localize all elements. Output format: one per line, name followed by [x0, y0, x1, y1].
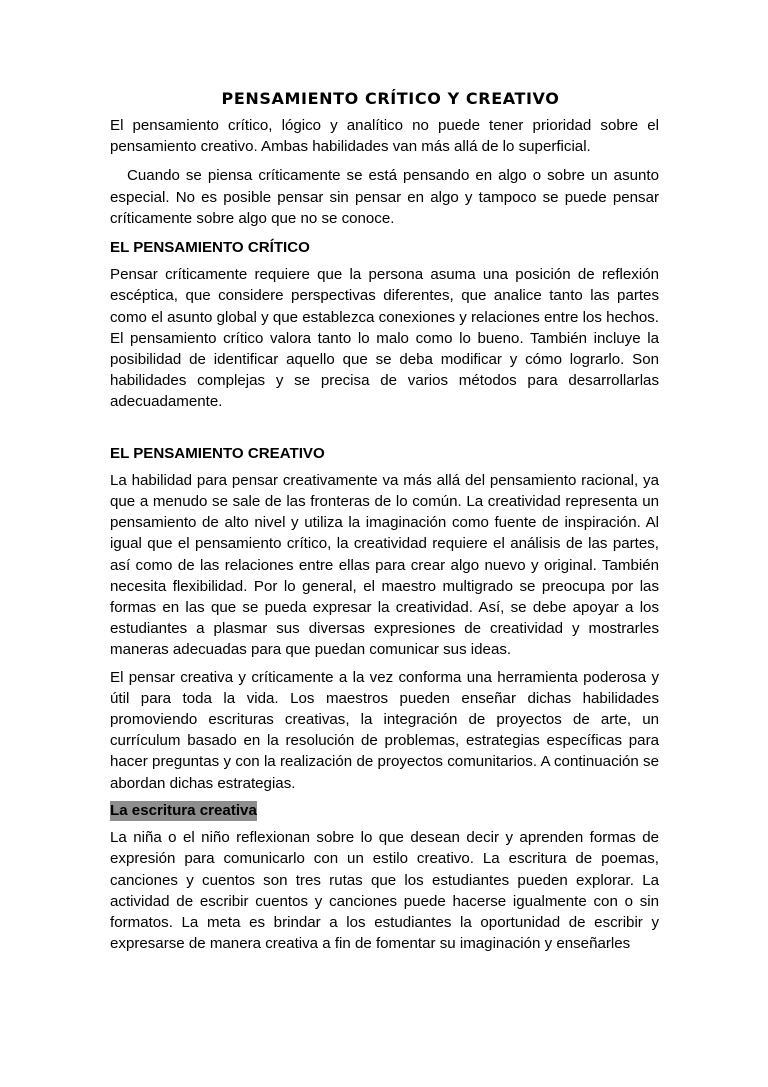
- combined-thinking-paragraph: El pensar creativa y críticamente a la vez conforma una herramienta poderosa y útil para toda la vida. Los maestros pueden enseñar dichas habilidades promoviendo escrituras creativas, la integración de proyectos de arte, un currículum basado en la resolución de problemas, estrategias específicas para hacer preguntas y con la realización de proyectos comunitarios. A continuación se abordan dichas estrategias.: [110, 668, 659, 792]
- page-title: PENSAMIENTO CRÍTICO Y CREATIVO: [221, 89, 560, 108]
- highlighted-subheading-text: La escritura creativa: [110, 801, 257, 819]
- section-heading-creative: EL PENSAMIENTO CREATIVO: [110, 444, 325, 462]
- section-heading-critical: EL PENSAMIENTO CRÍTICO: [110, 239, 310, 257]
- creative-writing-paragraph: La niña o el niño reflexionan sobre lo que desean decir y aprenden formas de expresión para comunicarlo con un estilo creativo. La escritura de poemas, canciones y cuentos son tres rutas que los estudiantes pueden explorar. La actividad de escribir cuentos y canciones puede hacerse igualmente con o sin formatos. La meta es brindar a los estudiantes la oportunidad de escribir y expresarse de manera creativa a fin de fomentar su imaginación y enseñarles: [110, 829, 659, 953]
- subheading-creative-writing: [110, 800, 659, 821]
- critical-thinking-paragraph: Pensar críticamente requiere que la persona asuma una posición de reflexión escéptica, que considere perspectivas diferentes, que analice tanto las partes como el asunto global y que establezca conexiones y relaciones entre los hechos. El pensamiento crítico valora tanto lo malo como lo bueno. También incluye la posibilidad de identificar aquello que se deba modificar y cómo lograrlo. Son habilidades complejas y se precisa de varios métodos para desarrollarlas adecuadamente.: [110, 266, 659, 411]
- critical-intro-paragraph: Cuando se piensa críticamente se está pensando en algo o sobre un asunto especial. No es posible pensar sin pensar en algo y tampoco se puede pensar críticamente sobre algo que no se conoce.: [110, 167, 659, 227]
- creative-thinking-paragraph: La habilidad para pensar creativamente va más allá del pensamiento racional, ya que a menudo se sale de las fronteras de lo común. La creatividad representa un pensamiento de alto nivel y utiliza la imaginación como fuente de inspiración. Al igual que el pensamiento crítico, la creatividad requiere el análisis de las partes, así como de las relaciones entre ellas para crear algo nuevo y original. También necesita flexibilidad. Por lo general, el maestro multigrado se preocupa por las formas en las que se pueda expresar la creatividad. Así, se debe apoyar a los estudiantes a plasmar sus diversas expresiones de creatividad y mostrarles maneras adecuadas para que puedan comunicar sus ideas.: [110, 471, 659, 659]
- document-page: [110, 88, 659, 954]
- intro-paragraph: El pensamiento crítico, lógico y analítico no puede tener prioridad sobre el pensamiento creativo. Ambas habilidades van más allá de lo superficial.: [110, 117, 659, 156]
